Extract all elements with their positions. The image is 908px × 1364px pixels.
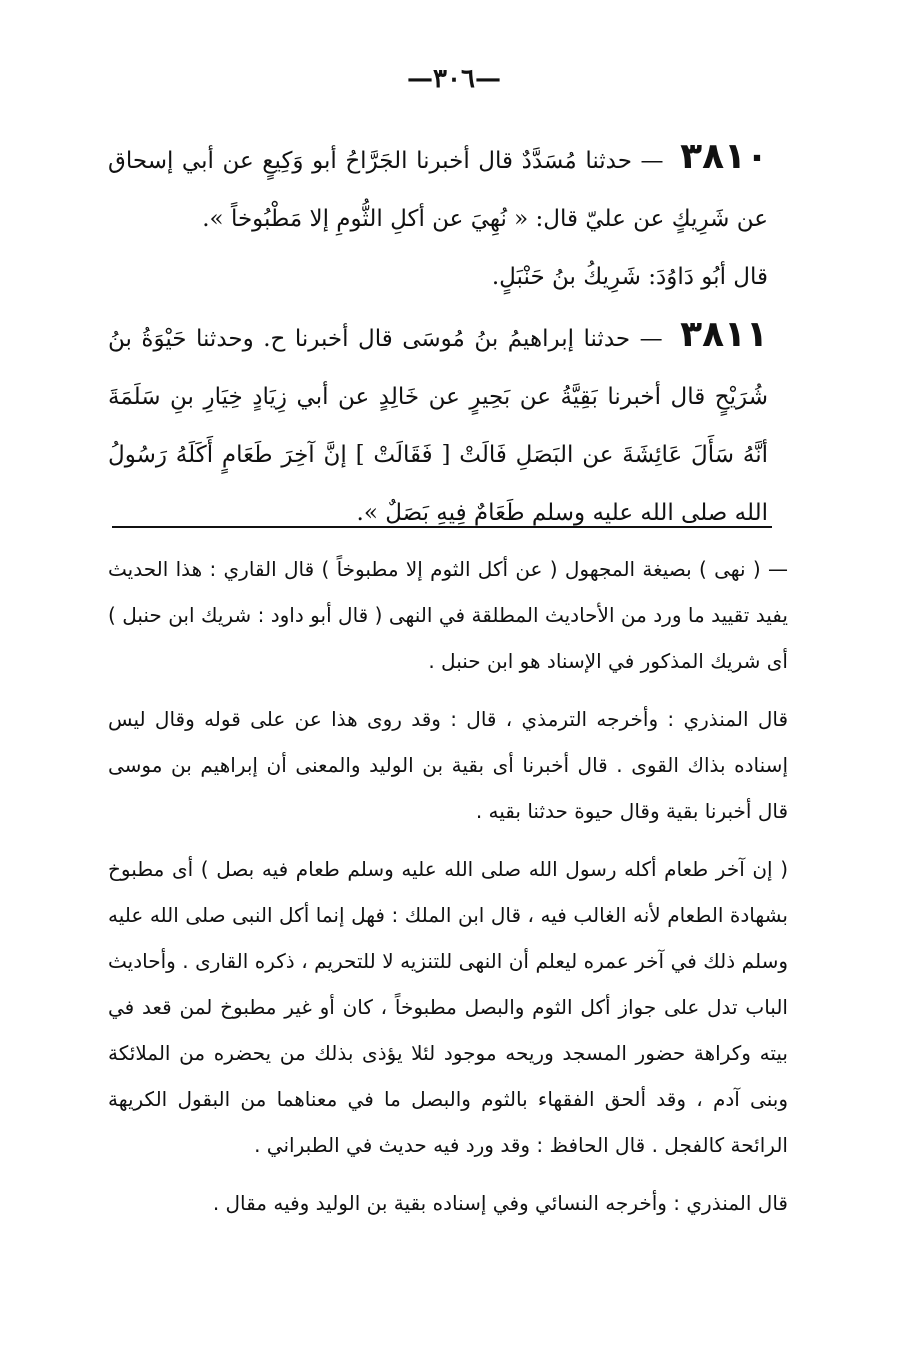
abu-dawud-note <box>108 248 768 306</box>
commentary-paragraph: قال المنذري : وأخرجه الترمذي ، قال : وقد روى هذا عن على قوله وقال ليس إسناده بذاك القوى . قال أخبرنا أى بقية بن الوليد والمعنى أن إبراهيم بن موسى قال أخبرنا بقية وقال حيوة حدثنا بقيه . <box>108 707 788 823</box>
commentary-paragraph: قال المنذري : وأخرجه النسائي وفي إسناده بقية بن الوليد وفيه مقال . <box>212 1191 788 1215</box>
page-number: —٣٠٦— <box>407 64 501 94</box>
hadith-text-block <box>108 128 768 542</box>
hadith-body: — حدثنا مُسَدَّدٌ قال أخبرنا الجَرَّاحُ أبو وَكِيعٍ عن أبي إسحاق عن شَرِيكٍ عن عليّ قال: « نُهِيَ عن أكلِ الثُّومِ إلا مَطْبُوخاً ». <box>108 148 768 232</box>
commentary-block <box>108 546 788 1238</box>
hadith-number: ٣٨١٠ <box>680 136 768 177</box>
hadith-body: — حدثنا إبراهيمُ بنُ مُوسَى قال أخبرنا ح. وحدثنا حَيْوَةُ بنُ شُرَيْحٍ قال أخبرنا بَقِيَّةُ عن بَحِيرٍ عن خَالِدٍ عن أبي زِيَادٍ خِيَارِ بنِ سَلَمَةَ أنَّهُ سَأَلَ عَائِشَةَ عن البَصَلِ فَالَتْ [ فَقَالَتْ ] إنَّ آخِرَ طَعَامٍ أَكَلَهُ رَسُولُ الله صلى الله عليه وسلم طَعَامٌ فِيهِ بَصَلٌ ». <box>108 326 768 526</box>
commentary-paragraph: ( إن آخر طعام أكله رسول الله صلى الله عليه وسلم طعام فيه بصل ) أى مطبوخ بشهادة الطعام لأنه الغالب فيه ، قال ابن الملك : فهل إنما أكل النبى صلى الله عليه وسلم ذلك في آخر عمره ليعلم أن النهى للتنزيه لا للتحريم ، ذكره القارى . وأحاديث الباب تدل على جواز أكل الثوم والبصل مطبوخاً ، كان أو غير مطبوخ لمن قعد في بيته وكراهة حضور المسجد وريحه موجود لئلا يؤذى بذلك من يحضره من الملائكة وبنى آدم ، وقد ألحق الفقهاء بالثوم والبصل ما في معناهما من البقول الكريهة الرائحة كالفجل . قال الحافظ : وقد ورد فيه حديث في الطبراني . <box>108 857 788 1157</box>
footnote-divider <box>112 526 772 528</box>
hadith-3811 <box>108 306 768 542</box>
commentary-paragraph: — ( نهى ) بصيغة المجهول ( عن أكل الثوم إلا مطبوخاً ) قال القاري : هذا الحديث يفيد تقييد ما ورد من الأحاديث المطلقة في النهى ( قال أبو داود : شريك ابن حنبل ) أى شريك المذكور في الإسناد هو ابن حنبل . <box>108 557 788 673</box>
hadith-3810 <box>108 128 768 248</box>
hadith-number: ٣٨١١ <box>680 314 768 355</box>
note-body: قال أبُو دَاوُدَ: شَرِيكُ بنُ حَنْبَلٍ. <box>491 264 768 290</box>
